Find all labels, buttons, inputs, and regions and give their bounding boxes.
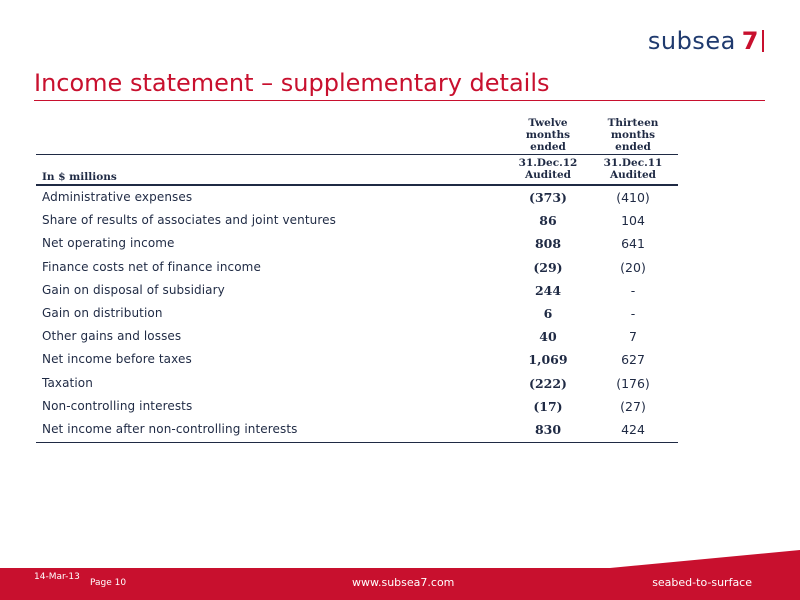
page-title: Income statement – supplementary details: [34, 69, 550, 97]
row-value-2012: 40: [539, 329, 557, 345]
col2-period: Thirteen months ended: [607, 117, 659, 153]
table-bottom-divider: [36, 442, 678, 443]
row-value-2011: (20): [620, 259, 646, 275]
row-value-2011: -: [630, 282, 636, 298]
row-value-2012: (373): [529, 190, 567, 205]
col2-status: Audited: [610, 169, 656, 181]
table-row: [36, 325, 678, 348]
row-value-2011: (410): [616, 190, 650, 205]
row-value-2011: 7: [629, 329, 637, 345]
units-label: In $ millions: [42, 171, 117, 183]
col2-date: 31.Dec.11: [603, 157, 663, 169]
row-value-2012: 808: [534, 236, 562, 252]
footer-tagline: seabed-to-surface: [652, 576, 752, 589]
row-value-2012: 6: [543, 305, 553, 321]
table-row: [36, 348, 678, 371]
row-value-2011: 641: [621, 236, 645, 252]
row-value-2011: (176): [616, 375, 650, 391]
row-label: Net income after non-controlling interests: [42, 421, 298, 436]
income-table: [36, 115, 678, 443]
logo-word: subsea: [647, 27, 736, 55]
row-value-2011: (27): [620, 398, 646, 414]
row-label: Finance costs net of finance income: [42, 259, 261, 274]
table-row: [36, 418, 678, 441]
row-value-2012: 830: [534, 421, 562, 437]
table-row: [36, 186, 678, 209]
row-value-2011: 104: [621, 213, 645, 229]
row-value-2011: -: [630, 305, 636, 321]
logo-seven: 7: [741, 27, 759, 55]
col1-status: Audited: [525, 169, 571, 181]
row-value-2012: 86: [539, 213, 557, 229]
header-divider: [36, 154, 678, 155]
table-row: [36, 395, 678, 418]
row-value-2011: 424: [621, 421, 645, 437]
footer-wedge: [610, 550, 800, 568]
table-row: [36, 256, 678, 279]
table-row: [36, 302, 678, 325]
row-label: Taxation: [42, 375, 93, 390]
row-label: Net operating income: [42, 236, 175, 251]
row-value-2012: (222): [529, 375, 567, 391]
row-value-2012: 244: [534, 282, 562, 298]
table-header: [36, 115, 678, 185]
row-label: Net income before taxes: [42, 352, 192, 367]
footer-date: 14-Mar-13: [34, 572, 80, 582]
row-value-2011: 627: [621, 352, 645, 368]
table-row: [36, 372, 678, 395]
row-label: Share of results of associates and joint ventures: [42, 213, 336, 228]
row-label: Other gains and losses: [42, 329, 182, 344]
footer-bar: [0, 568, 800, 600]
table-row: [36, 279, 678, 302]
row-label: Non-controlling interests: [42, 398, 193, 413]
table-body: [36, 186, 678, 441]
table-row: [36, 232, 678, 255]
footer-url[interactable]: www.subsea7.com: [352, 576, 455, 589]
col1-period: Twelve months ended: [525, 117, 571, 153]
logo-bar: [762, 30, 764, 52]
row-label: Administrative expenses: [42, 190, 193, 204]
row-label: Gain on distribution: [42, 305, 163, 320]
row-value-2012: (17): [533, 398, 563, 414]
company-logo: [648, 27, 764, 55]
table-row: [36, 209, 678, 232]
col1-date: 31.Dec.12: [518, 157, 578, 169]
col1-date-block: [508, 157, 588, 181]
page-number: Page 10: [90, 578, 127, 588]
title-divider: [34, 100, 765, 101]
row-label: Gain on disposal of subsidiary: [42, 282, 225, 297]
row-value-2012: (29): [533, 259, 563, 275]
col2-date-block: [593, 157, 673, 181]
row-value-2012: 1,069: [528, 352, 568, 368]
